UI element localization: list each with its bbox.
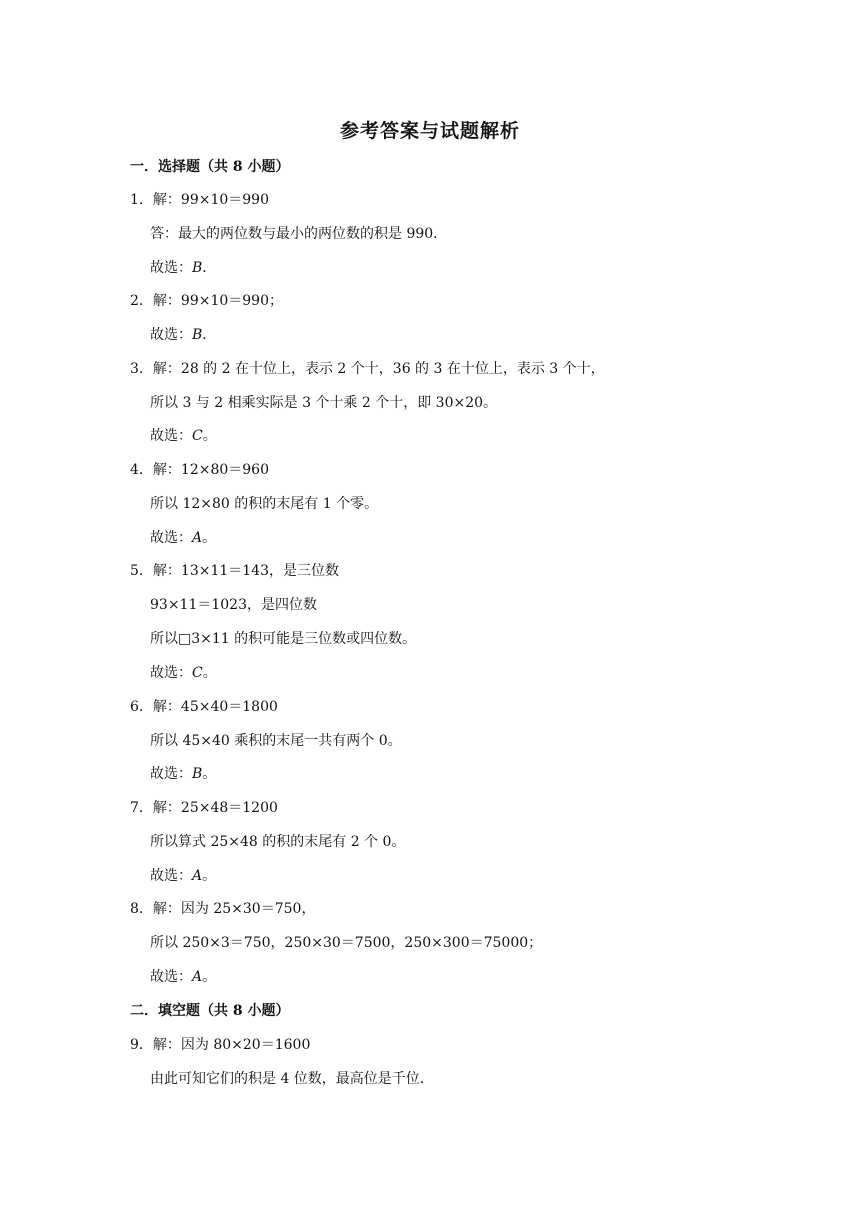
answer-2-choice: [150, 325, 216, 345]
answer-8-explanation: 所以 250×3＝750，250×30＝7500，250×300＝75000；: [150, 935, 543, 951]
answer-9-explanation: 由此可知它们的积是 4 位数，最高位是千位．: [150, 1071, 434, 1087]
choice-suffix: 。: [202, 868, 217, 884]
choice-suffix: ．: [202, 260, 217, 276]
answer-1-conclusion: 答：最大的两位数与最小的两位数的积是 990．: [150, 226, 448, 242]
choice-prefix: 故选：: [150, 530, 192, 546]
choice-prefix: 故选：: [150, 969, 192, 985]
answer-2-line: 2．解：99×10＝990；: [130, 293, 283, 309]
choice-letter: B: [192, 766, 203, 782]
choice-suffix: 。: [202, 530, 217, 546]
answer-7-line: 7．解：25×48＝1200: [130, 800, 278, 816]
choice-suffix: 。: [202, 969, 217, 985]
choice-letter: A: [192, 530, 203, 546]
answer-3-line: 3．解：28 的 2 在十位上，表示 2 个十，36 的 3 在十位上，表示 3 个十，: [130, 361, 605, 377]
answer-7-choice: [150, 866, 216, 886]
answer-8-choice: [150, 967, 216, 987]
choice-prefix: 故选：: [150, 260, 192, 276]
choice-suffix: 。: [202, 428, 217, 444]
answer-3-choice: [150, 426, 217, 446]
choice-letter: C: [192, 665, 203, 681]
choice-letter: A: [192, 868, 203, 884]
section-heading-fill-in: 二．填空题（共 8 小题）: [130, 1003, 290, 1019]
answer-8-line: 8．解：因为 25×30＝750，: [130, 901, 316, 917]
answer-4-choice: [150, 528, 216, 548]
answer-4-line: 4．解：12×80＝960: [130, 462, 269, 478]
answer-1-choice: [150, 258, 216, 278]
answer-9-line: 9．解：因为 80×20＝1600: [130, 1037, 311, 1053]
answer-5-choice: [150, 663, 217, 683]
answer-6-explanation: 所以 45×40 乘积的末尾一共有两个 0。: [150, 733, 402, 749]
section-heading-choice: 一．选择题（共 8 小题）: [130, 159, 290, 175]
answer-6-line: 6．解：45×40＝1800: [130, 699, 278, 715]
answer-5-line: 5．解：13×11＝143，是三位数: [130, 563, 339, 579]
choice-suffix: 。: [202, 766, 217, 782]
choice-letter: B: [192, 260, 203, 276]
answer-7-explanation: 所以算式 25×48 的积的末尾有 2 个 0。: [150, 834, 406, 850]
choice-prefix: 故选：: [150, 766, 192, 782]
answer-1-line: 1．解：99×10＝990: [130, 192, 269, 208]
choice-prefix: 故选：: [150, 327, 192, 343]
answer-4-explanation: 所以 12×80 的积的末尾有 1 个零。: [150, 496, 379, 512]
choice-letter: B: [192, 327, 203, 343]
answer-3-explanation: 所以 3 与 2 相乘实际是 3 个十乘 2 个十，即 30×20。: [150, 395, 498, 411]
choice-prefix: 故选：: [150, 868, 192, 884]
choice-letter: A: [192, 969, 203, 985]
page-title: 参考答案与试题解析: [339, 120, 520, 142]
choice-prefix: 故选：: [150, 665, 192, 681]
choice-suffix: 。: [202, 665, 217, 681]
answer-5-explanation-1: 93×11＝1023，是四位数: [150, 597, 317, 613]
answer-5-explanation-2: 所以□3×11 的积可能是三位数或四位数。: [150, 631, 417, 647]
choice-letter: C: [192, 428, 203, 444]
choice-prefix: 故选：: [150, 428, 192, 444]
answer-6-choice: [150, 764, 216, 784]
choice-suffix: ．: [202, 327, 217, 343]
